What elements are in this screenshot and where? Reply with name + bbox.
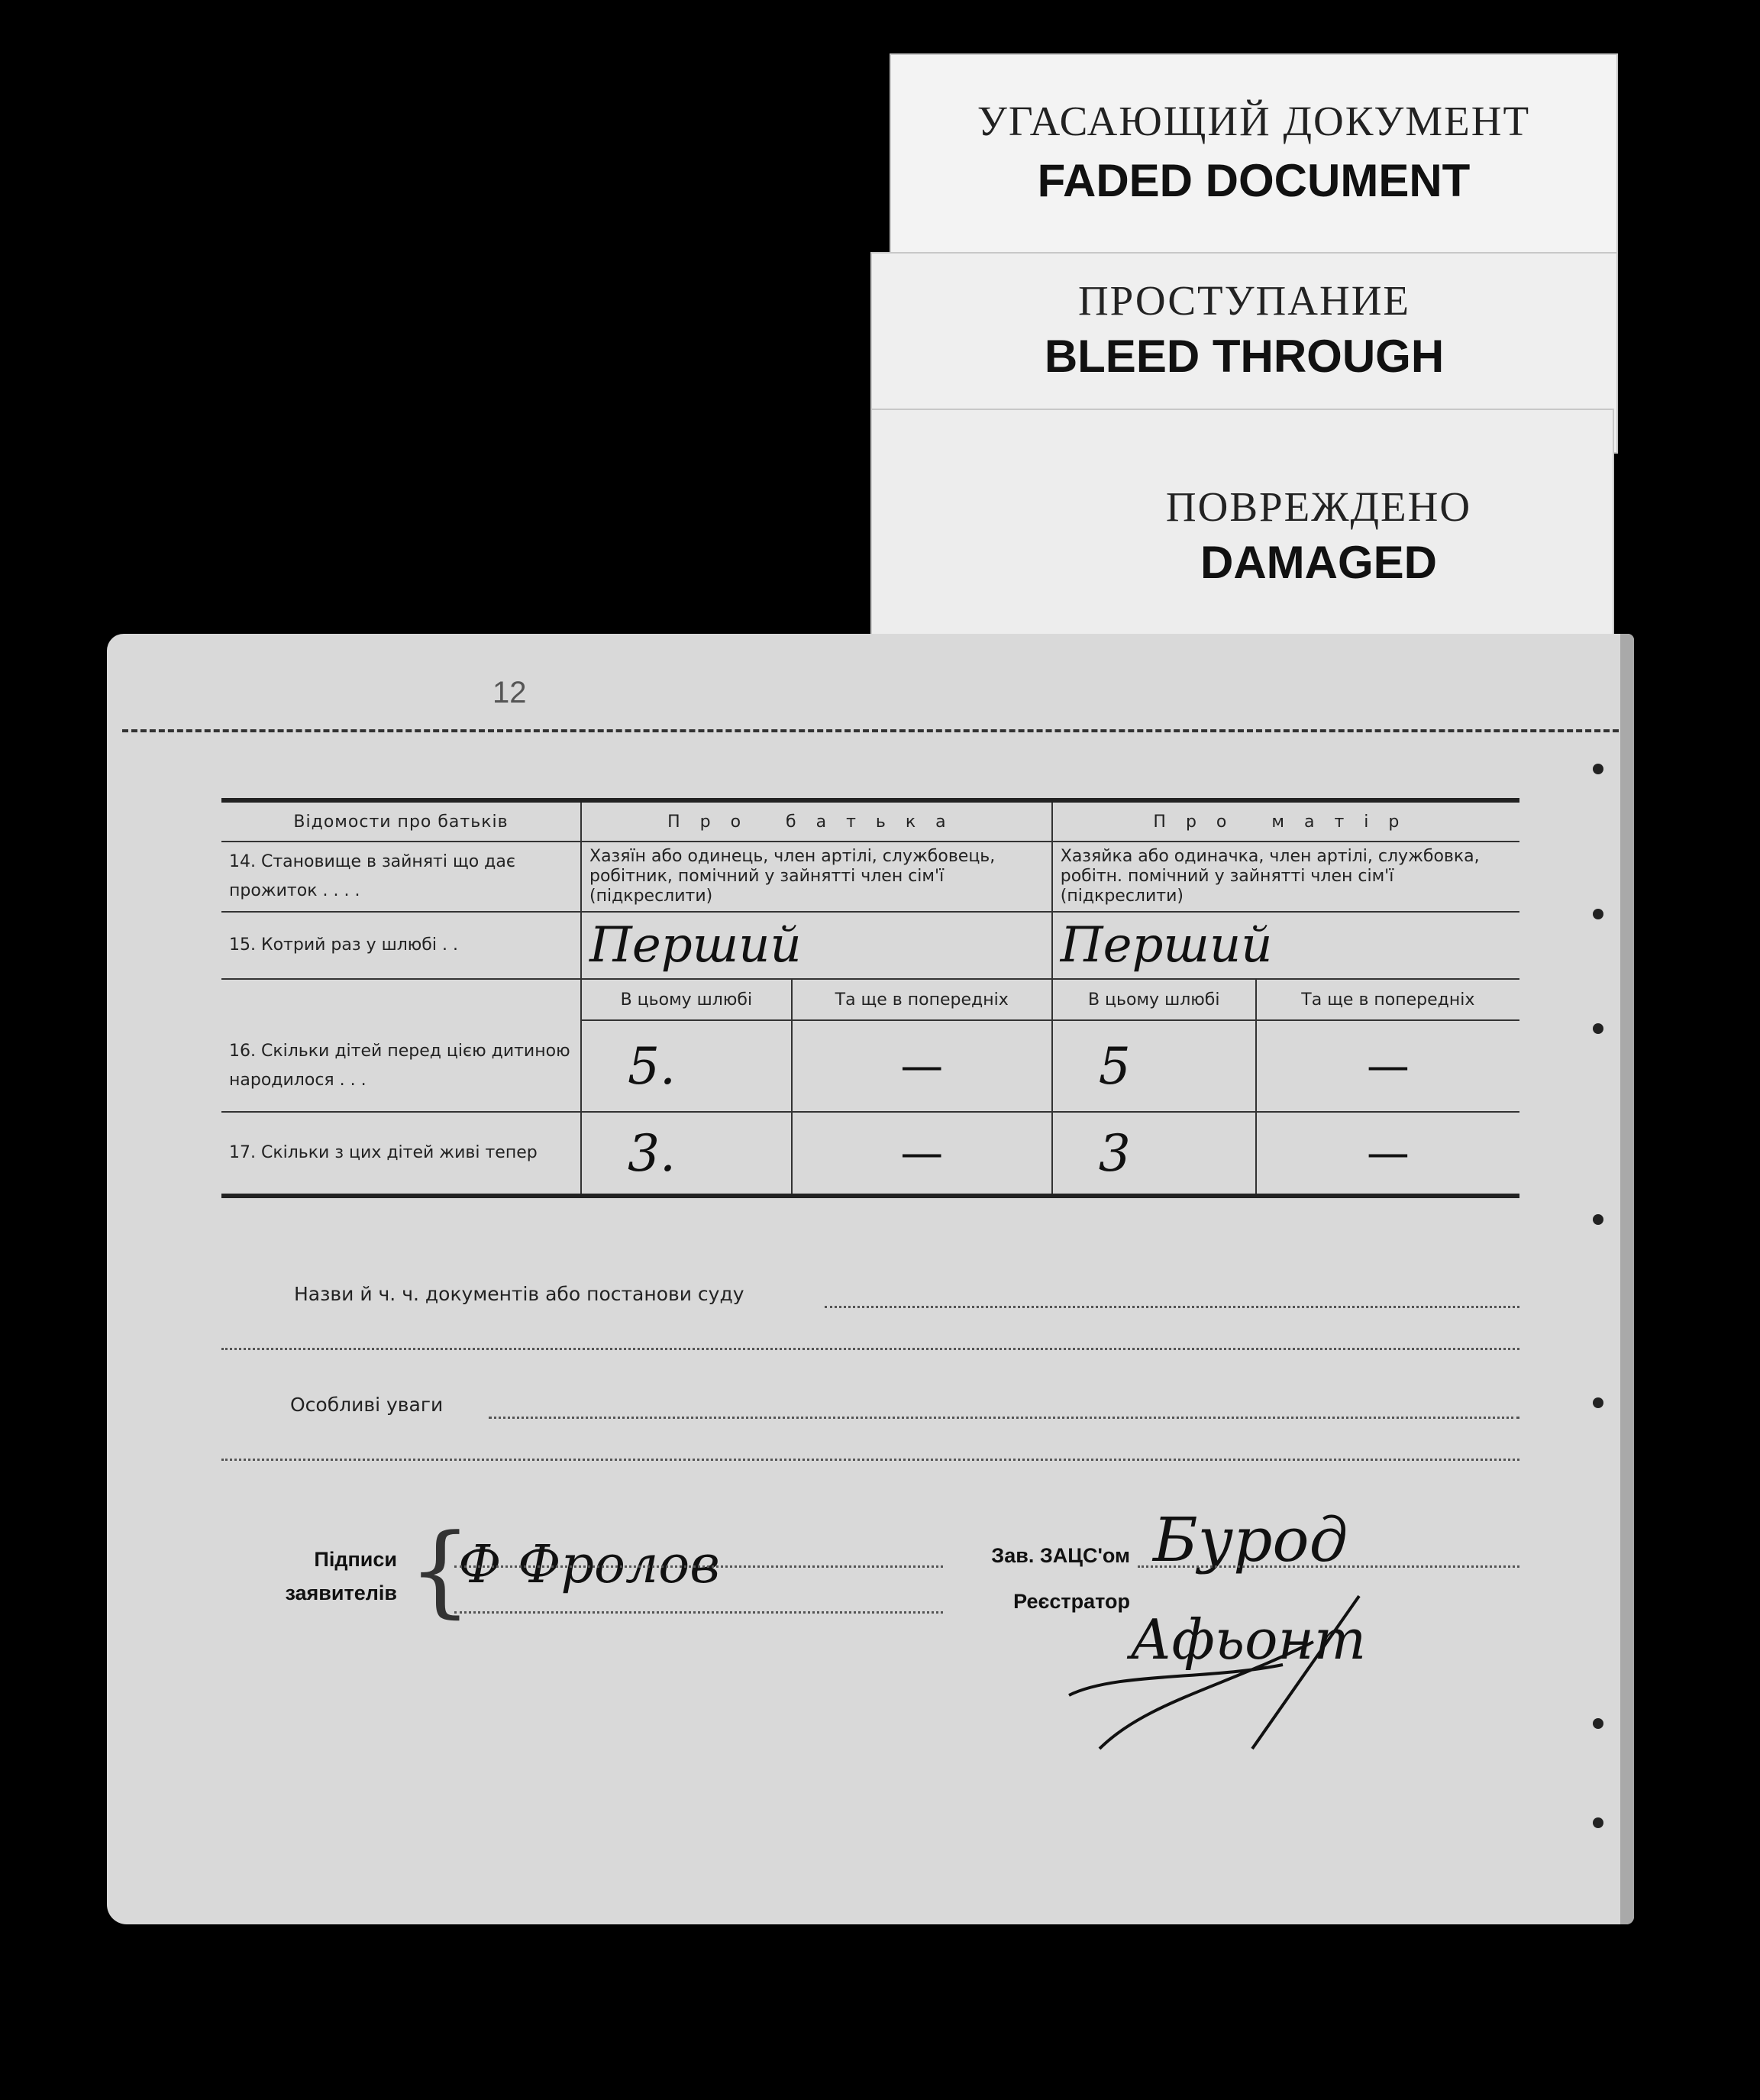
- row14-mother: Хазяйка або одиначка, член артілі, службовка, робітн. помічний у зайнятті член сім'ї (підкреслити): [1052, 842, 1519, 912]
- head-zags-label: Зав. ЗАЦС'ом: [991, 1544, 1130, 1567]
- damaged-en-label: DAMAGED: [1200, 537, 1437, 588]
- header-father: Про батька: [581, 800, 1052, 842]
- table-row-15: [221, 912, 1519, 979]
- row14-label: 14. Становище в зайняті що дає прожиток . . . .: [221, 842, 581, 912]
- row17-father-this: 3.: [581, 1112, 792, 1196]
- punch-hole: [1593, 1214, 1603, 1225]
- signature-brace: {: [409, 1512, 472, 1628]
- documents-line-2: [221, 1348, 1519, 1350]
- punch-hole: [1593, 1817, 1603, 1828]
- header-mother: Про матір: [1052, 800, 1519, 842]
- applicant-signature: Ф Фролов: [458, 1535, 720, 1595]
- header-parents-info: Відомости про батьків: [221, 800, 581, 842]
- row15-label: 15. Котрий раз у шлюбі . .: [221, 912, 581, 979]
- row17-label: 17. Скільки з цих дітей живі тепер: [221, 1112, 581, 1196]
- subhead-father-prev: Та ще в попередніх: [792, 979, 1052, 1020]
- row17-mother-prev: —: [1256, 1112, 1519, 1196]
- cut-line: [122, 729, 1619, 732]
- registrar-signature: Афьонт: [1130, 1607, 1367, 1672]
- head-signature-line: [1138, 1565, 1519, 1568]
- documents-label: Назви й ч. ч. документів або постанови суду: [294, 1283, 744, 1305]
- registration-form-page: [107, 634, 1634, 1924]
- row17-mother-this: 3: [1052, 1112, 1256, 1196]
- row16-label: 16. Скільки дітей перед цією дитиною народилося . . .: [221, 979, 581, 1112]
- row15-mother-handwritten: Перший: [1052, 912, 1519, 979]
- parents-info-table: [221, 798, 1519, 1198]
- table-row-14: [221, 842, 1519, 912]
- applicant-signature-line-2: [454, 1611, 943, 1614]
- punch-hole: [1593, 764, 1603, 774]
- registrar-signature-flourish: [1054, 1581, 1420, 1756]
- head-zags-signature: Бурод: [1153, 1504, 1348, 1575]
- table-header-row: [221, 800, 1519, 842]
- applicant-signature-line: [454, 1565, 943, 1568]
- faded-ru-label: УГАСАЮЩИЙ ДОКУМЕНТ: [977, 98, 1531, 144]
- documents-line: [825, 1306, 1519, 1308]
- subhead-mother-prev: Та ще в попередніх: [1256, 979, 1519, 1020]
- row16-father-this: 5.: [581, 1020, 792, 1112]
- applicants-signature-label: Підписи заявителів: [285, 1548, 397, 1604]
- row14-father: Хазяїн або одинець, член артілі, службовець, робітник, помічний у зайнятті член сім'ї (підкреслити): [581, 842, 1052, 912]
- faded-en-label: FADED DOCUMENT: [1037, 155, 1471, 206]
- punch-hole: [1593, 1397, 1603, 1408]
- bleed-ru-label: ПРОСТУПАНИЕ: [1077, 277, 1411, 324]
- notes-label: Особливі уваги: [290, 1394, 444, 1416]
- table-subheader-row: [221, 979, 1519, 1020]
- bleed-en-label: BLEED THROUGH: [1044, 331, 1445, 382]
- notes-line: [489, 1417, 1519, 1419]
- row16-mother-this: 5: [1052, 1020, 1256, 1112]
- row16-mother-prev: —: [1256, 1020, 1519, 1112]
- subhead-father-this: В цьому шлюбі: [581, 979, 792, 1020]
- corner-mark: 12: [492, 676, 527, 709]
- notes-line-2: [221, 1459, 1519, 1461]
- subhead-mother-this: В цьому шлюбі: [1052, 979, 1256, 1020]
- row17-father-prev: —: [792, 1112, 1052, 1196]
- damaged-card: [870, 409, 1614, 641]
- punch-hole: [1593, 909, 1603, 919]
- row15-father-handwritten: Перший: [581, 912, 1052, 979]
- registrar-label: Реєстратор: [1013, 1590, 1130, 1613]
- punch-hole: [1593, 1023, 1603, 1034]
- table-row-17: [221, 1112, 1519, 1196]
- row16-father-prev: —: [792, 1020, 1052, 1112]
- damaged-ru-label: ПОВРЕЖДЕНО: [1165, 483, 1472, 530]
- punch-hole: [1593, 1718, 1603, 1729]
